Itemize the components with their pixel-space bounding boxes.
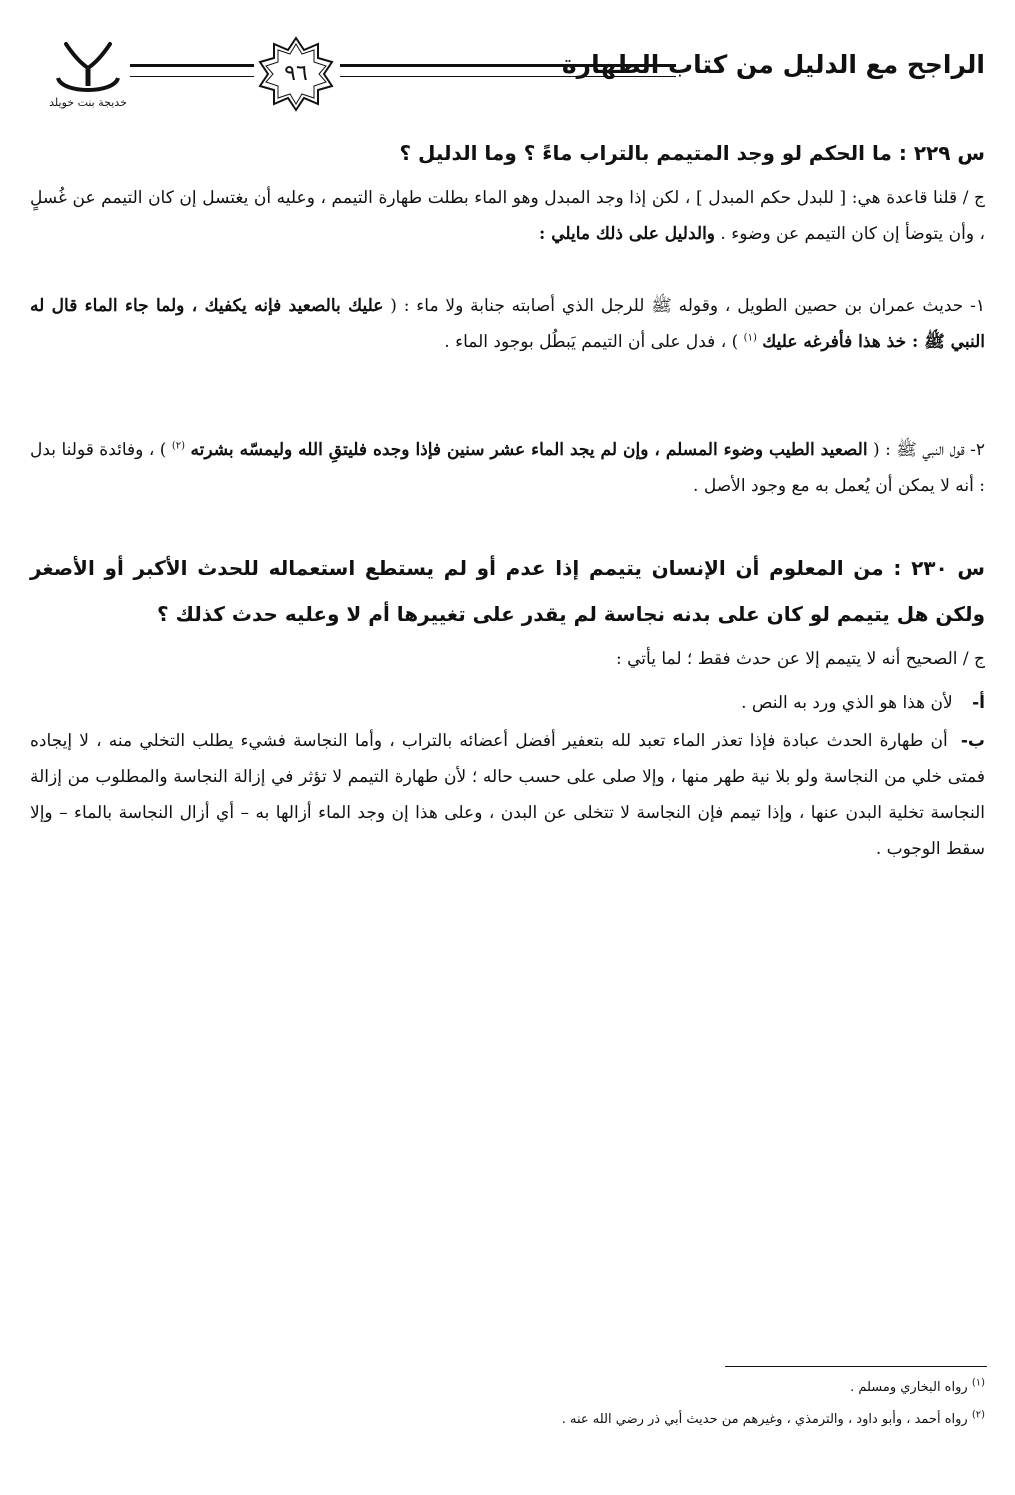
answer-229-intro: [30, 180, 985, 252]
question-229: س ٢٢٩ : ما الحكم لو وجد المتيمم بالتراب ماءً ؟ وما الدليل ؟: [399, 141, 985, 165]
footnote-ref-1: (١): [743, 332, 757, 344]
header-rule-left: [130, 64, 254, 77]
publisher-logo-icon: [52, 38, 124, 98]
item-a-text: لأن هذا هو الذي ورد به النص .: [741, 693, 953, 713]
evidence-1: [30, 288, 985, 360]
answer-230-item-b: [30, 723, 985, 867]
item-b-marker: ب-: [960, 731, 986, 751]
page-number: ٩٦: [284, 61, 308, 86]
evidence-2-hadith: الصعيد الطيب وضوء المسلم ، وإن لم يجد الماء عشر سنين فإذا وجده فليتقِ الله وليمسّه بشرته: [190, 440, 868, 460]
answer-229-text: ج / قلنا قاعدة هي: [ للبدل حكم المبدل ] ، لكن إذا وجد المبدل وهو الماء بطلت طهارة التيمم ، وعليه أن يغتسل إن كان التيمم عن غُسلٍ ، وأن يتوضأ إن كان التيمم عن وضوء .: [30, 188, 985, 244]
answer-230-item-a: [30, 685, 985, 721]
answer-230-intro: ج / الصحيح أنه لا يتيمم إلا عن حدث فقط ؛ لما يأتي :: [615, 649, 985, 669]
footnote-1-text: رواه البخاري ومسلم .: [850, 1380, 968, 1395]
evidence-2-conclusion: ) ، وفائدة قولنا بدل : أنه لا يمكن أن يُعمل به مع وجود الأصل .: [30, 440, 985, 496]
publisher-logo-text: خديجة بنت خويلد: [49, 96, 127, 109]
footnote-ref-2: (٢): [171, 440, 186, 452]
item-b-text: أن طهارة الحدث عبادة فإذا تعذر الماء تعبد لله بتعفير أفضل أعضائه بالتراب ، وأما النجاسة فشيء يطلب التخلي منه ، لا إيجاده فمتى خلي من النجاسة ولو بلا نية طهر منها ، وإلا صلى على حسب حاله ؛ لأن طهارة التيمم لا تؤثر في إزالة النجاسة والمطلوب من إزالة النجاسة تخلية البدن عنها ، وإذا تيمم فإن النجاسة لا تتخلى عن البدن ، وعلى هذا إن وجد الماء أزالها به – أي أزال النجاسة بالماء – وإلا سقط الوجوب .: [30, 731, 985, 859]
footnote-2-ref: (٢): [971, 1409, 985, 1421]
evidence-1-hadith: عليك بالصعيد فإنه يكفيك ، ولما جاء الماء قال له النبي ﷺ : خذ هذا فأفرغه عليك: [30, 296, 985, 352]
evidence-1-conclusion: ) ، فدل على أن التيمم يَبطُل بوجود الماء .: [444, 332, 739, 352]
answer-229-evidence-heading: والدليل على ذلك مايلي :: [539, 224, 716, 244]
book-title: الراجح مع الدليل من كتاب الطهارة: [561, 50, 985, 79]
question-230: س ٢٣٠ : من المعلوم أن الإنسان يتيمم إذا عدم أو لم يستطع استعماله للحدث الأكبر أو الأصغر ولكن هل يتيمم لو كان على بدنه نجاسة لم يقدر على تغييرها أم لا وعليه حدث كذلك ؟: [30, 556, 985, 626]
footnote-2-text: رواه أحمد ، وأبو داود ، والترمذي ، وغيرهم من حديث أبي ذر رضي الله عنه .: [561, 1412, 968, 1427]
evidence-2-intro: ٢- قول النبي ﷺ : (: [873, 440, 985, 460]
evidence-2: [30, 432, 985, 504]
footnote-2: [385, 1410, 985, 1430]
footnote-1: [385, 1378, 985, 1398]
item-a-marker: أ-: [972, 693, 985, 713]
evidence-1-intro: ١- حديث عمران بن حصين الطويل ، وقوله ﷺ للرجل الذي أصابته جنابة ولا ماء : (: [390, 296, 986, 316]
header-rule-right: [340, 64, 676, 77]
footnote-1-ref: (١): [971, 1377, 985, 1389]
footnote-separator: [725, 1366, 987, 1367]
